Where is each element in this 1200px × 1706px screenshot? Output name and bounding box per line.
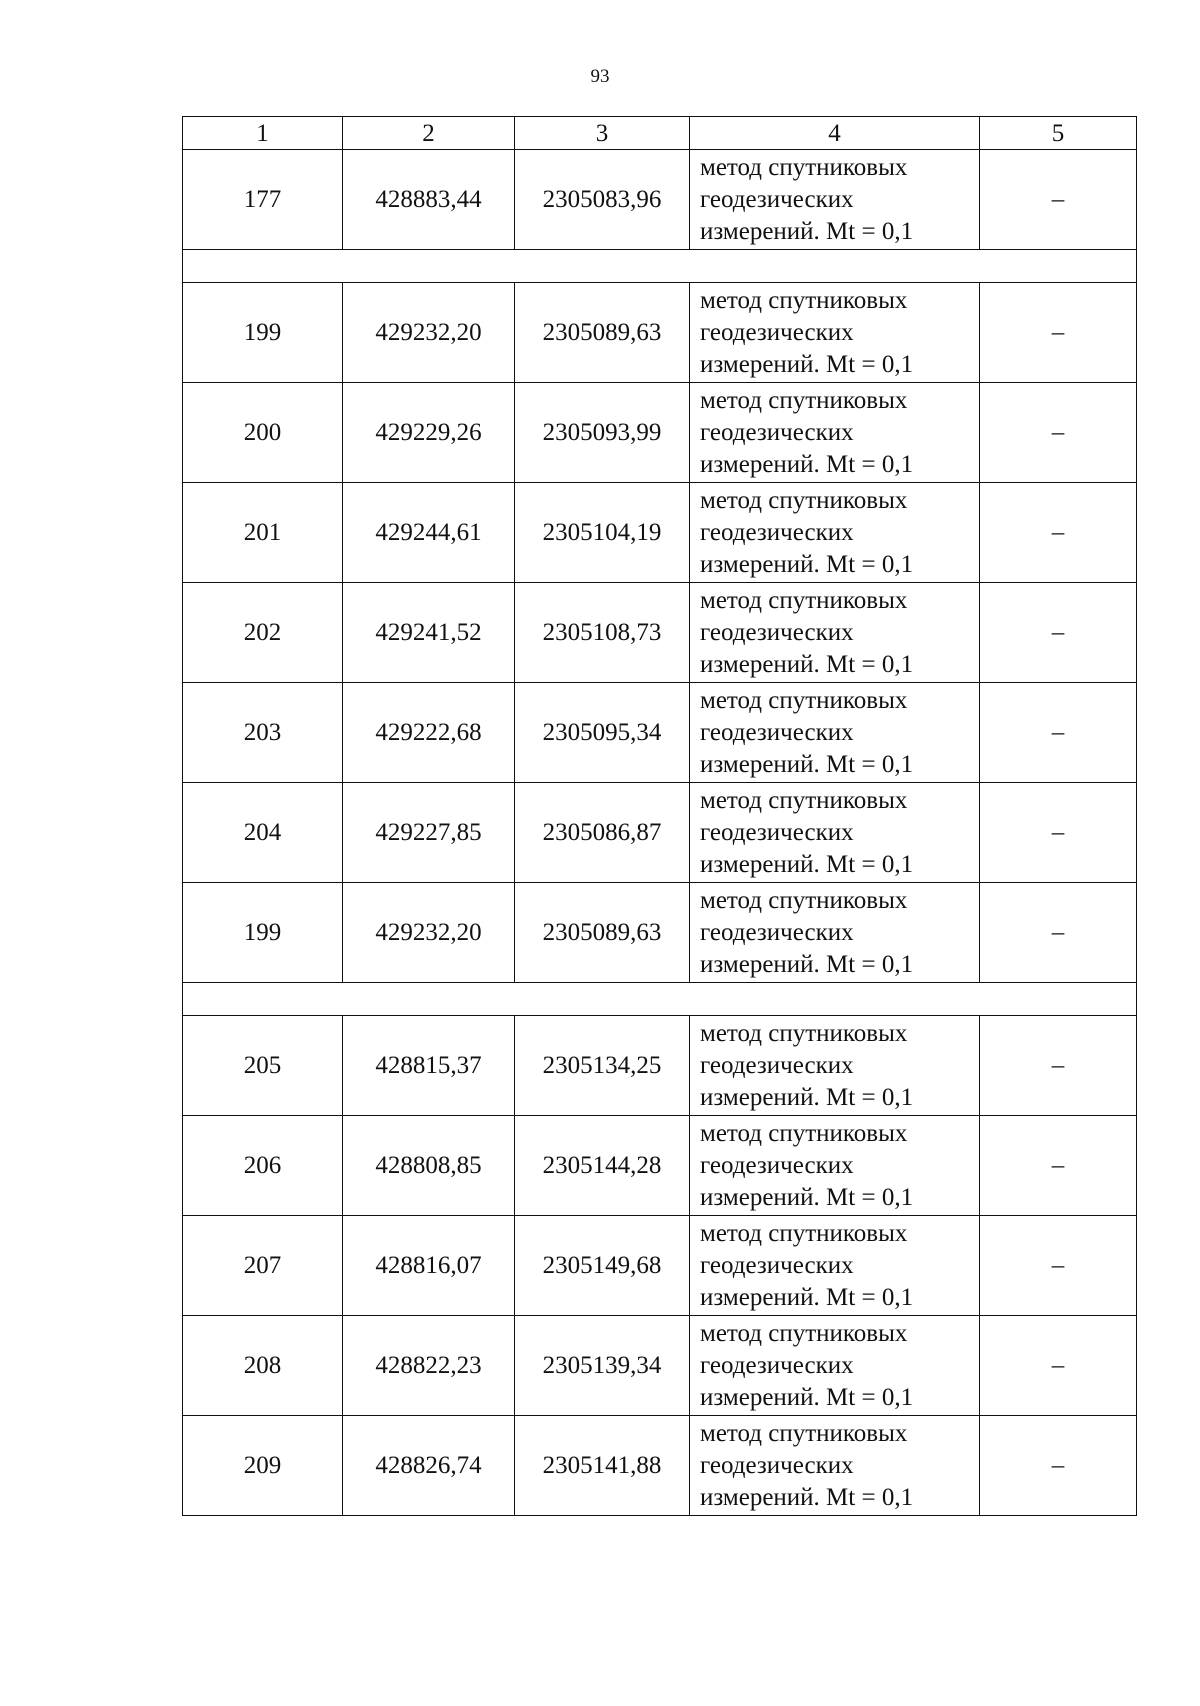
table-row [183, 1316, 1137, 1416]
method-line: измерений. Mt = 0,1 [700, 1083, 914, 1111]
column-header: 3 [515, 117, 690, 150]
point-number-cell: 208 [183, 1316, 343, 1416]
method-line: измерений. Mt = 0,1 [700, 450, 914, 478]
table-row [183, 1216, 1137, 1316]
method-line: метод спутниковых [700, 286, 908, 314]
x-coordinate-cell: 428822,23 [343, 1316, 515, 1416]
x-coordinate-cell: 428883,44 [343, 150, 515, 250]
y-coordinate-cell: 2305093,99 [515, 383, 690, 483]
point-number-cell: 207 [183, 1216, 343, 1316]
method-line: геодезических [700, 618, 854, 646]
method-line: метод спутниковых [700, 1119, 908, 1147]
y-coordinate-cell: 2305144,28 [515, 1116, 690, 1216]
method-cell [690, 1116, 980, 1216]
separator-row [183, 250, 1137, 283]
y-coordinate-cell: 2305089,63 [515, 283, 690, 383]
method-line: геодезических [700, 418, 854, 446]
y-coordinate-cell: 2305134,25 [515, 1016, 690, 1116]
method-line: геодезических [700, 1251, 854, 1279]
method-cell [690, 1216, 980, 1316]
column-header: 4 [690, 117, 980, 150]
y-coordinate-cell: 2305108,73 [515, 583, 690, 683]
table-row [183, 383, 1137, 483]
method-cell [690, 150, 980, 250]
y-coordinate-cell: 2305089,63 [515, 883, 690, 983]
table-row [183, 783, 1137, 883]
method-line: геодезических [700, 1351, 854, 1379]
table-row [183, 1416, 1137, 1516]
method-line: геодезических [700, 718, 854, 746]
table-row [183, 150, 1137, 250]
point-number-cell: 204 [183, 783, 343, 883]
column-header: 2 [343, 117, 515, 150]
x-coordinate-cell: 429232,20 [343, 883, 515, 983]
coordinates-table [182, 116, 1137, 1516]
column-header: 1 [183, 117, 343, 150]
note-cell: – [980, 883, 1137, 983]
method-line: измерений. Mt = 0,1 [700, 850, 914, 878]
method-line: измерений. Mt = 0,1 [700, 750, 914, 778]
note-cell: – [980, 1016, 1137, 1116]
method-line: геодезических [700, 1151, 854, 1179]
method-cell [690, 583, 980, 683]
method-line: метод спутниковых [700, 586, 908, 614]
method-line: геодезических [700, 1051, 854, 1079]
x-coordinate-cell: 428816,07 [343, 1216, 515, 1316]
note-cell: – [980, 783, 1137, 883]
table-row [183, 1016, 1137, 1116]
method-line: геодезических [700, 518, 854, 546]
method-cell [690, 1416, 980, 1516]
method-line: метод спутниковых [700, 1219, 908, 1247]
x-coordinate-cell: 428808,85 [343, 1116, 515, 1216]
point-number-cell: 209 [183, 1416, 343, 1516]
note-cell: – [980, 283, 1137, 383]
method-line: измерений. Mt = 0,1 [700, 1283, 914, 1311]
point-number-cell: 203 [183, 683, 343, 783]
method-line: метод спутниковых [700, 153, 908, 181]
method-line: измерений. Mt = 0,1 [700, 550, 914, 578]
separator-cell [183, 983, 1137, 1016]
note-cell: – [980, 583, 1137, 683]
y-coordinate-cell: 2305083,96 [515, 150, 690, 250]
point-number-cell: 177 [183, 150, 343, 250]
note-cell: – [980, 1116, 1137, 1216]
table-row [183, 683, 1137, 783]
table-header [183, 117, 1137, 150]
x-coordinate-cell: 429244,61 [343, 483, 515, 583]
y-coordinate-cell: 2305095,34 [515, 683, 690, 783]
method-line: геодезических [700, 918, 854, 946]
y-coordinate-cell: 2305149,68 [515, 1216, 690, 1316]
method-line: метод спутниковых [700, 1019, 908, 1047]
method-line: измерений. Mt = 0,1 [700, 217, 914, 245]
x-coordinate-cell: 428826,74 [343, 1416, 515, 1516]
point-number-cell: 201 [183, 483, 343, 583]
method-cell [690, 883, 980, 983]
separator-cell [183, 250, 1137, 283]
point-number-cell: 200 [183, 383, 343, 483]
method-cell [690, 683, 980, 783]
note-cell: – [980, 1216, 1137, 1316]
y-coordinate-cell: 2305104,19 [515, 483, 690, 583]
method-cell [690, 383, 980, 483]
x-coordinate-cell: 429229,26 [343, 383, 515, 483]
table-row [183, 283, 1137, 383]
method-line: геодезических [700, 318, 854, 346]
method-line: метод спутниковых [700, 686, 908, 714]
note-cell: – [980, 150, 1137, 250]
method-line: геодезических [700, 1451, 854, 1479]
method-line: метод спутниковых [700, 1319, 908, 1347]
point-number-cell: 206 [183, 1116, 343, 1216]
method-line: метод спутниковых [700, 386, 908, 414]
method-line: измерений. Mt = 0,1 [700, 350, 914, 378]
method-line: измерений. Mt = 0,1 [700, 1183, 914, 1211]
method-line: метод спутниковых [700, 786, 908, 814]
method-line: геодезических [700, 185, 854, 213]
method-line: геодезических [700, 818, 854, 846]
method-line: метод спутниковых [700, 486, 908, 514]
column-header: 5 [980, 117, 1137, 150]
point-number-cell: 199 [183, 283, 343, 383]
table-row [183, 1116, 1137, 1216]
point-number-cell: 202 [183, 583, 343, 683]
table-row [183, 883, 1137, 983]
header-row [183, 117, 1137, 150]
note-cell: – [980, 1316, 1137, 1416]
page-number: 93 [590, 66, 610, 87]
method-line: метод спутниковых [700, 1419, 908, 1447]
y-coordinate-cell: 2305139,34 [515, 1316, 690, 1416]
x-coordinate-cell: 429222,68 [343, 683, 515, 783]
x-coordinate-cell: 428815,37 [343, 1016, 515, 1116]
method-line: измерений. Mt = 0,1 [700, 650, 914, 678]
y-coordinate-cell: 2305086,87 [515, 783, 690, 883]
note-cell: – [980, 383, 1137, 483]
method-line: измерений. Mt = 0,1 [700, 950, 914, 978]
note-cell: – [980, 683, 1137, 783]
method-line: измерений. Mt = 0,1 [700, 1383, 914, 1411]
method-cell [690, 1316, 980, 1416]
table-row [183, 583, 1137, 683]
method-line: измерений. Mt = 0,1 [700, 1483, 914, 1511]
method-cell [690, 283, 980, 383]
point-number-cell: 199 [183, 883, 343, 983]
method-cell [690, 483, 980, 583]
x-coordinate-cell: 429232,20 [343, 283, 515, 383]
method-cell [690, 1016, 980, 1116]
point-number-cell: 205 [183, 1016, 343, 1116]
method-cell [690, 783, 980, 883]
y-coordinate-cell: 2305141,88 [515, 1416, 690, 1516]
note-cell: – [980, 1416, 1137, 1516]
table-row [183, 483, 1137, 583]
separator-row [183, 983, 1137, 1016]
x-coordinate-cell: 429241,52 [343, 583, 515, 683]
note-cell: – [980, 483, 1137, 583]
x-coordinate-cell: 429227,85 [343, 783, 515, 883]
table-body [183, 150, 1137, 1516]
method-line: метод спутниковых [700, 886, 908, 914]
